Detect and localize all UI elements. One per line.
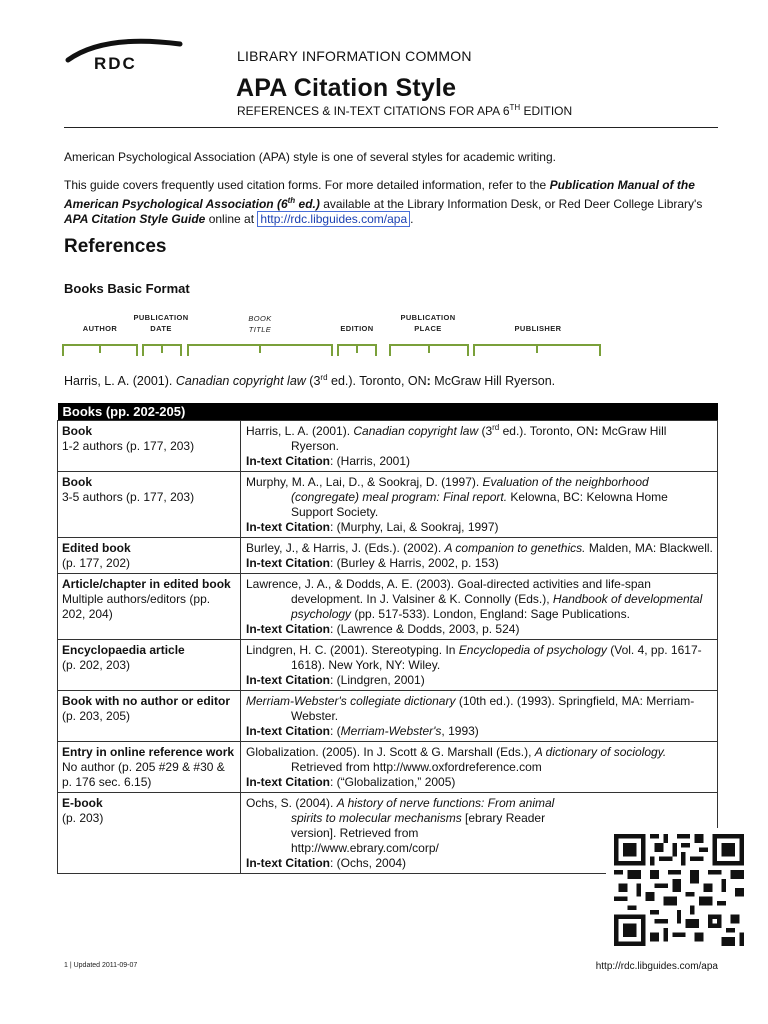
table-row: Encyclopaedia article (p. 202, 203) Lindgren, H. C. (2001). Stereotyping. In Encyclopedia of psychology (Vol. 4, pp. 1617-1618). New York, NY: Wiley. In-text Citation: (Lindgren, 2001) bbox=[58, 640, 718, 691]
intro-paragraph-2: This guide covers frequently used citation forms. For more detailed information, refer to the Publication Manual of the American Psychological Association (6th ed.) available at the Library Information Desk, or Red Deer College Library's APA Citation Style Guide online at http://rdc.libguides.com/apa . bbox=[64, 178, 703, 226]
table-row: Edited book (p. 177, 202) Burley, J., & Harris, J. (Eds.). (2002). A companion to genethics. Malden, MA: Blackwell. In-text Citation: (Burley & Harris, 2002, p. 153) bbox=[58, 538, 718, 574]
header-subtitle: LIBRARY INFORMATION COMMON bbox=[237, 48, 472, 64]
example-citation: Harris, L. A. (2001). Canadian copyright law (3rd ed.). Toronto, ON: McGraw Hill Ryerson. bbox=[64, 373, 556, 388]
bracket-author bbox=[62, 344, 138, 356]
table-row: Book with no author or editor (p. 203, 205) Merriam-Webster's collegiate dictionary (10th ed.). (1993). Springfield, MA: Merriam-Webster. In-text Citation: (Merriam-Webster's, 1993) bbox=[58, 691, 718, 742]
table-row: Book 1-2 authors (p. 177, 203) Harris, L. A. (2001). Canadian copyright law (3rd ed.). Toronto, ON: McGraw Hill Ryerson. In-text Citation: (Harris, 2001) bbox=[58, 421, 718, 472]
diagram-label-edition: EDITION bbox=[340, 324, 374, 333]
bracket-title bbox=[187, 344, 333, 356]
rdc-logo bbox=[64, 38, 184, 72]
table-row: E-book (p. 203) Ochs, S. (2004). A history of nerve functions: From animal spirits to molecular mechanisms [ebrary Reader version]. Retrieved from http://www.ebrary.com/corp/ In-text Citation: (Ochs, 2004) bbox=[58, 793, 718, 874]
books-citation-table bbox=[57, 403, 718, 874]
header-tagline: REFERENCES & IN-TEXT CITATIONS FOR APA 6TH EDITION bbox=[237, 103, 573, 118]
table-row: Entry in online reference work No author (p. 205 #29 & #30 & p. 176 sec. 6.15) Globalization. (2005). In J. Scott & G. Marshall (Eds.), A dictionary of sociology. Retrieved from http://www.oxfordreference.com In-text Citation: (“Globalization,” 2005) bbox=[58, 742, 718, 793]
header-divider bbox=[64, 127, 718, 128]
diagram-label-pubplace: PUBLICATION PLACE bbox=[400, 313, 456, 333]
table-header: Books (pp. 202-205) bbox=[58, 403, 718, 421]
bracket-pubdate bbox=[142, 344, 182, 356]
diagram-label-title: BOOK TITLE bbox=[248, 314, 272, 334]
libguides-link[interactable]: http://rdc.libguides.com/apa bbox=[257, 211, 410, 227]
qr-code-icon bbox=[612, 834, 746, 946]
diagram-label-pubdate: PUBLICATION DATE bbox=[133, 313, 189, 333]
footer-url[interactable]: http://rdc.libguides.com/apa bbox=[595, 961, 718, 972]
table-row: Book 3-5 authors (p. 177, 203) Murphy, M. A., Lai, D., & Sookraj, D. (1997). Evaluation of the neighborhood (congregate) meal program: Final report. Kelowna, BC: Kelowna Home Support Society. In-text Citation: (Murphy, Lai, & Sookraj, 1997) bbox=[58, 472, 718, 538]
rdc-logo-text: RDC bbox=[94, 54, 137, 72]
references-heading: References bbox=[64, 236, 167, 257]
bracket-publisher bbox=[473, 344, 601, 356]
bracket-pubplace bbox=[389, 344, 469, 356]
qr-code bbox=[606, 828, 752, 952]
diagram-label-author: AUTHOR bbox=[82, 324, 118, 333]
diagram-label-publisher: PUBLISHER bbox=[514, 324, 562, 333]
footer-updated: 1 | Updated 2011-09-07 bbox=[64, 962, 138, 969]
bracket-edition bbox=[337, 344, 377, 356]
intro-paragraph-1: American Psychological Association (APA) style is one of several styles for academic writing. bbox=[64, 150, 556, 164]
page-title: APA Citation Style bbox=[236, 74, 457, 102]
table-row: Article/chapter in edited book Multiple authors/editors (pp. 202, 204) Lawrence, J. A., & Dodds, A. E. (2003). Goal-directed activities and life-span development. In J. Valsiner & K. Connolly (Eds.), Handbook of developmental psychology (pp. 517-533). London, England: Sage Publications. In-text Citation: (Lawrence & Dodds, 2003, p. 524) bbox=[58, 574, 718, 640]
books-basic-format-heading: Books Basic Format bbox=[64, 281, 190, 296]
